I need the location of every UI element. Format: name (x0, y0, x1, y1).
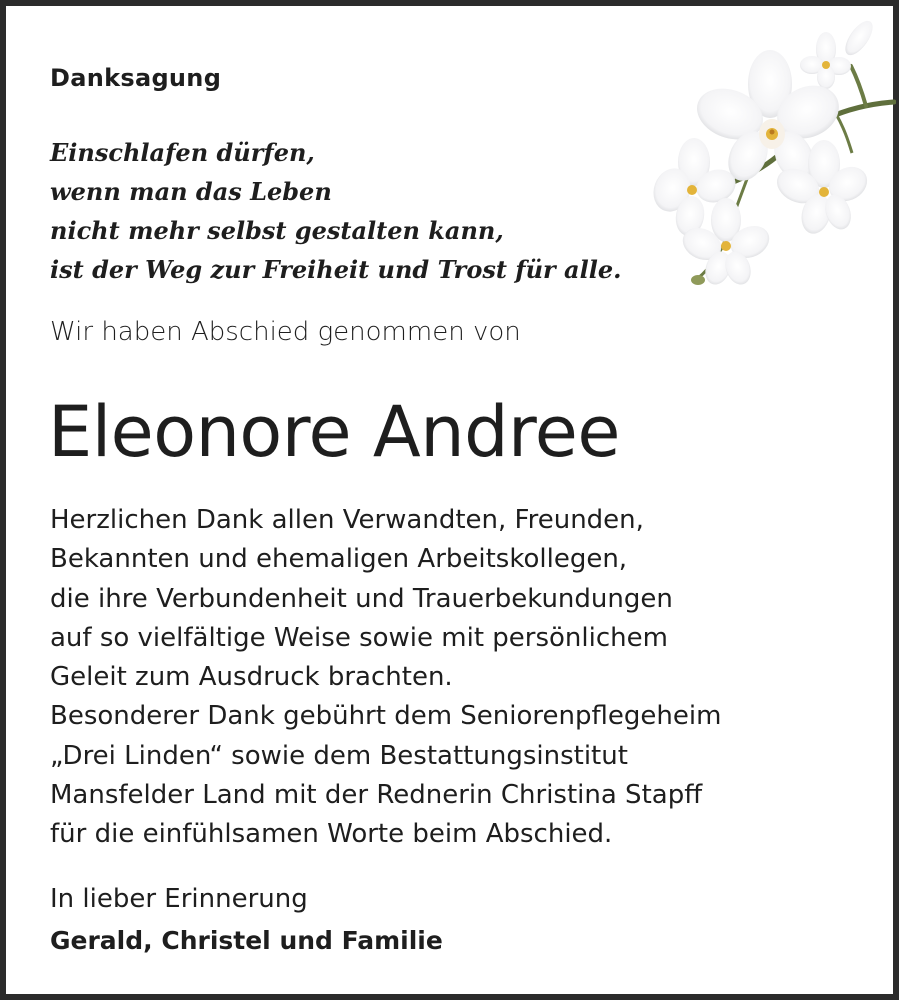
closing-line: In lieber Erinnerung (50, 884, 308, 914)
thanks-line: Besonderer Dank gebührt dem Seniorenpflegeheim (50, 701, 722, 732)
poem-line: ist der Weg zur Freiheit und Trost für alle. (50, 255, 622, 284)
poem-line: wenn man das Leben (50, 177, 332, 206)
poem (50, 133, 621, 289)
thanks-line: Mansfelder Land mit der Rednerin Christina Stapff (50, 780, 703, 811)
closing-block (50, 879, 443, 961)
thanks-line: Herzlichen Dank allen Verwandten, Freunden, (50, 505, 644, 535)
deceased-name: Eleonore Andree (48, 391, 620, 473)
poem-line: nicht mehr selbst gestalten kann, (50, 216, 504, 245)
thanks-line: die ihre Verbundenheit und Trauerbekundungen (50, 583, 673, 614)
thanks-line: „Drei Linden“ sowie dem Bestattungsinstitut (50, 740, 628, 771)
orchid-flower-icon (646, 18, 896, 293)
thanks-line: Geleit zum Ausdruck brachten. (50, 662, 453, 693)
poem-line: Einschlafen dürfen, (50, 138, 315, 167)
notice-heading: Danksagung (50, 64, 222, 92)
intro-text: Wir haben Abschied genommen von (50, 317, 521, 347)
thanks-line: Bekannten und ehemaligen Arbeitskollegen, (50, 544, 628, 575)
thanks-text (50, 501, 721, 855)
signature: Gerald, Christel und Familie (50, 926, 443, 955)
thanks-line: für die einfühlsamen Worte beim Abschied. (50, 819, 613, 850)
thanks-line: auf so vielfältige Weise sowie mit persönlichem (50, 622, 668, 653)
